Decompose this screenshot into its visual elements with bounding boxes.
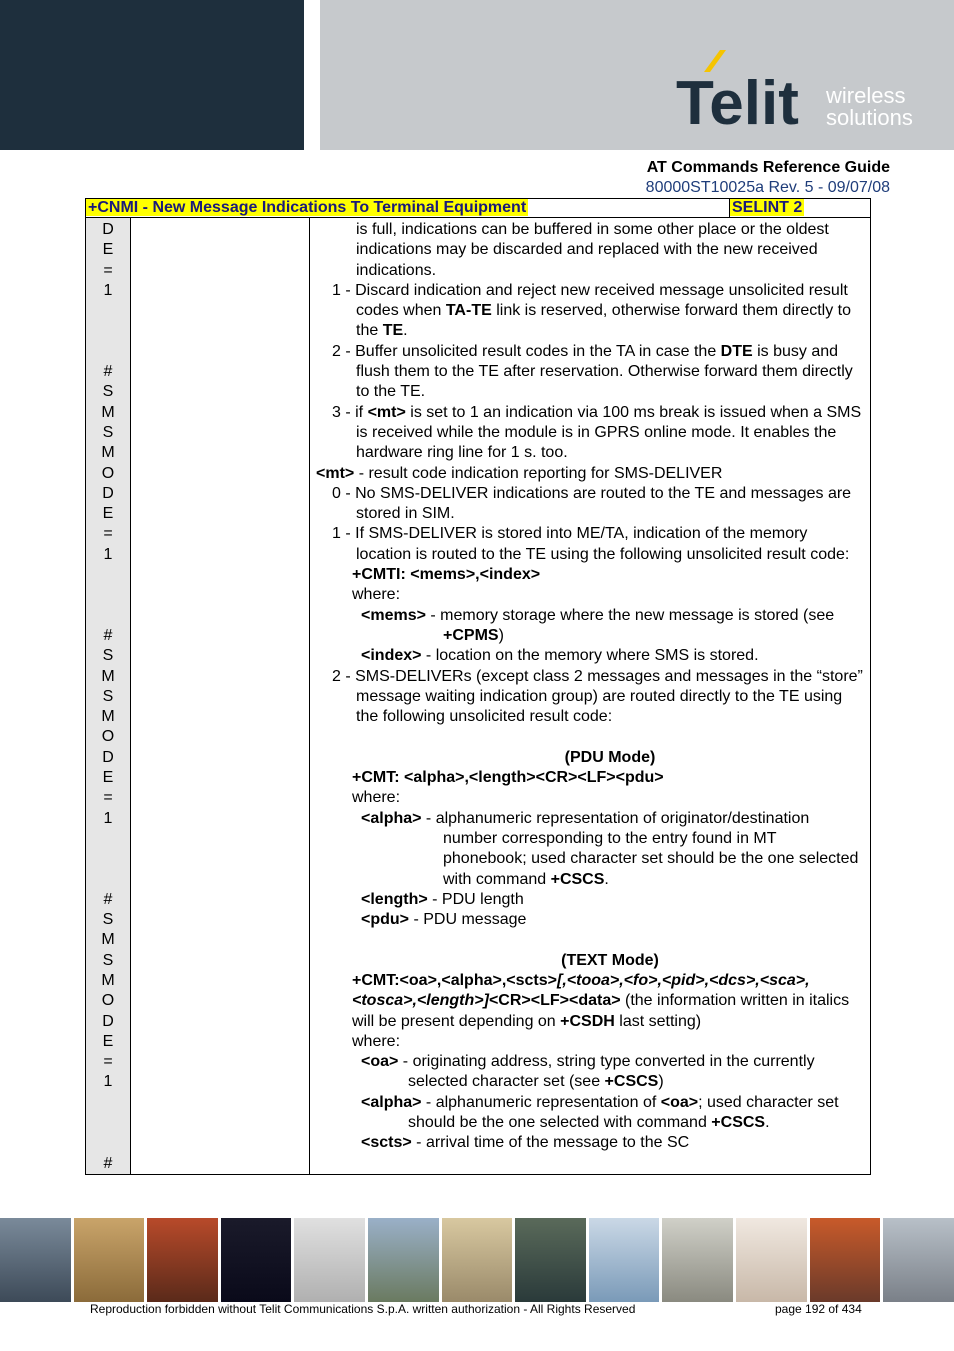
side-letter: M	[101, 971, 115, 989]
side-letter	[86, 565, 130, 585]
mt-option-1: 1 - If SMS-DELIVER is stored into ME/TA, indication of the memory location is routed to the TE using the following unsolicited result code:	[332, 525, 850, 563]
length-param: <length> - PDU length	[361, 890, 524, 908]
selint-cell	[730, 199, 871, 218]
command-title: +CNMI - New Message Indications To Terminal Equipment	[88, 199, 527, 216]
option-1: 1 - Discard indication and reject new received message unsolicited result codes when TA-TE link is reserved, otherwise forward them directly to the TE.	[332, 281, 852, 340]
side-letter: S	[102, 647, 114, 665]
alpha2-param: <alpha> - alphanumeric representation of <oa>; used character set should be the one selected with command +CSCS.	[361, 1093, 839, 1132]
pdu-param: <pdu> - PDU message	[361, 911, 527, 929]
side-letter: =	[103, 789, 113, 807]
side-letter: E	[102, 505, 114, 523]
side-letter: #	[103, 890, 113, 908]
header-dark-panel	[0, 0, 304, 150]
side-letter: 1	[103, 545, 113, 563]
table-body-row	[86, 218, 871, 1175]
side-letter	[86, 870, 130, 890]
side-letter	[86, 1113, 130, 1133]
side-letter: M	[101, 403, 115, 421]
side-letters-cell	[86, 218, 131, 1175]
side-letter	[86, 342, 130, 362]
side-letter: M	[101, 444, 115, 462]
side-letter: =	[103, 261, 113, 279]
side-letter: O	[101, 464, 115, 482]
command-table	[85, 198, 871, 1175]
where-label: where:	[352, 586, 401, 604]
side-letter: D	[102, 484, 114, 502]
side-letter: M	[101, 708, 115, 726]
index-param: <index> - location on the memory where SMS is stored.	[361, 647, 759, 665]
photo-tile	[221, 1218, 292, 1302]
selint-tag: SELINT 2	[732, 199, 803, 216]
page-number: page 192 of 434	[775, 1302, 862, 1316]
copyright-notice: Reproduction forbidden without Telit Communications S.p.A. written authorization - All Rights Reserved	[90, 1302, 636, 1316]
side-letter: D	[102, 221, 114, 238]
side-letter: O	[101, 992, 115, 1010]
scts-param: <scts> - arrival time of the message to the SC	[361, 1134, 690, 1152]
photo-tile	[515, 1218, 586, 1302]
side-letter	[86, 829, 130, 849]
photo-tile	[0, 1218, 71, 1302]
side-letter: S	[102, 383, 114, 401]
cmti-code: +CMTI: <mems>,<index>	[352, 566, 541, 584]
photo-tile	[589, 1218, 660, 1302]
side-letter: =	[103, 1053, 113, 1071]
side-letter: E	[102, 1032, 114, 1050]
photo-tile	[147, 1218, 218, 1302]
pdu-mode-heading: (PDU Mode)	[564, 748, 656, 766]
where-label: where:	[352, 1032, 401, 1050]
telit-logo	[676, 50, 932, 135]
logo-tagline-1: wireless	[826, 83, 906, 108]
guide-reference: 80000ST10025a Rev. 5 - 09/07/08	[645, 179, 890, 196]
photo-tile	[368, 1218, 439, 1302]
side-letter: S	[102, 687, 114, 705]
side-letter: D	[102, 1012, 114, 1030]
guide-title: AT Commands Reference Guide	[646, 159, 890, 176]
cmt-text-code: +CMT:<oa>,<alpha>,<scts>[,<tooa>,<fo>,<pid>,<dcs>,<sca>,<tosca>,<length>]<CR><LF><data> (the information written in italics will be present depending on +CSDH last setting)	[352, 971, 850, 1030]
command-title-cell	[86, 199, 730, 218]
side-letter: S	[102, 423, 114, 441]
where-label: where:	[352, 789, 401, 807]
side-letter: M	[101, 667, 115, 685]
side-letter: 1	[103, 1073, 113, 1091]
photo-tile	[736, 1218, 807, 1302]
side-letter	[86, 321, 130, 341]
option-2: 2 - Buffer unsolicited result codes in the TA in case the DTE is busy and flush them to the TE after reservation. Otherwise forward them directly to the TE.	[332, 342, 853, 401]
side-letter: M	[101, 931, 115, 949]
photo-tile	[294, 1218, 365, 1302]
side-letter	[86, 1093, 130, 1113]
side-letter: 1	[103, 809, 113, 827]
side-letter	[86, 301, 130, 321]
cmt-pdu-code: +CMT: <alpha>,<length><CR><LF><pdu>	[352, 769, 664, 787]
empty-column	[131, 218, 310, 1175]
mt-option-0: 0 - No SMS-DELIVER indications are routed to the TE and messages are stored in SIM.	[332, 484, 852, 523]
oa-param: <oa> - originating address, string type converted in the currently selected character set (see +CSCS)	[361, 1053, 815, 1091]
side-letter: O	[101, 728, 115, 746]
table-header-row	[86, 199, 871, 218]
footer-photo-strip	[0, 1218, 954, 1302]
side-letter: E	[102, 241, 114, 259]
description	[310, 218, 870, 1170]
side-letter: #	[103, 1154, 113, 1172]
side-letter: S	[102, 911, 114, 929]
photo-tile	[74, 1218, 145, 1302]
logo-text: Telit	[676, 69, 799, 130]
side-letter: S	[102, 951, 114, 969]
description-cell	[310, 218, 871, 1175]
side-letter: #	[103, 626, 113, 644]
side-letter: =	[103, 525, 113, 543]
side-letter: #	[103, 363, 113, 381]
paragraph-buffer: is full, indications can be buffered in some other place or the oldest indications may be discarded and replaced with the new received indications.	[356, 221, 829, 279]
text-mode-heading: (TEXT Mode)	[561, 951, 659, 969]
side-letter: E	[102, 769, 114, 787]
option-3: 3 - if <mt> is set to 1 an indication via 100 ms break is issued when a SMS is received while the module is in GPRS online mode. It enables the hardware ring line for 1 s. too.	[332, 403, 862, 462]
mt-parameter: <mt> - result code indication reporting for SMS-DELIVER	[316, 464, 723, 482]
side-letter: 1	[103, 281, 113, 299]
photo-tile	[883, 1218, 954, 1302]
alpha-param: <alpha> - alphanumeric representation of originator/destination number corresponding to the entry found in MT phonebook; used character set should be the one selected with command +CSCS.	[361, 809, 859, 888]
photo-tile	[810, 1218, 881, 1302]
mems-param: <mems> - memory storage where the new message is stored (see +CPMS)	[361, 606, 835, 644]
side-letters	[86, 218, 130, 1174]
side-letter	[86, 1133, 130, 1153]
side-letter	[86, 849, 130, 869]
photo-tile	[442, 1218, 513, 1302]
photo-tile	[662, 1218, 733, 1302]
mt-option-2: 2 - SMS-DELIVERs (except class 2 messages and messages in the “store” message waiting indication group) are routed directly to the TE using the following unsolicited result code:	[332, 667, 863, 726]
side-letter	[86, 585, 130, 605]
side-letter	[86, 606, 130, 626]
side-letter: D	[102, 748, 114, 766]
logo-tagline-2: solutions	[826, 105, 913, 130]
